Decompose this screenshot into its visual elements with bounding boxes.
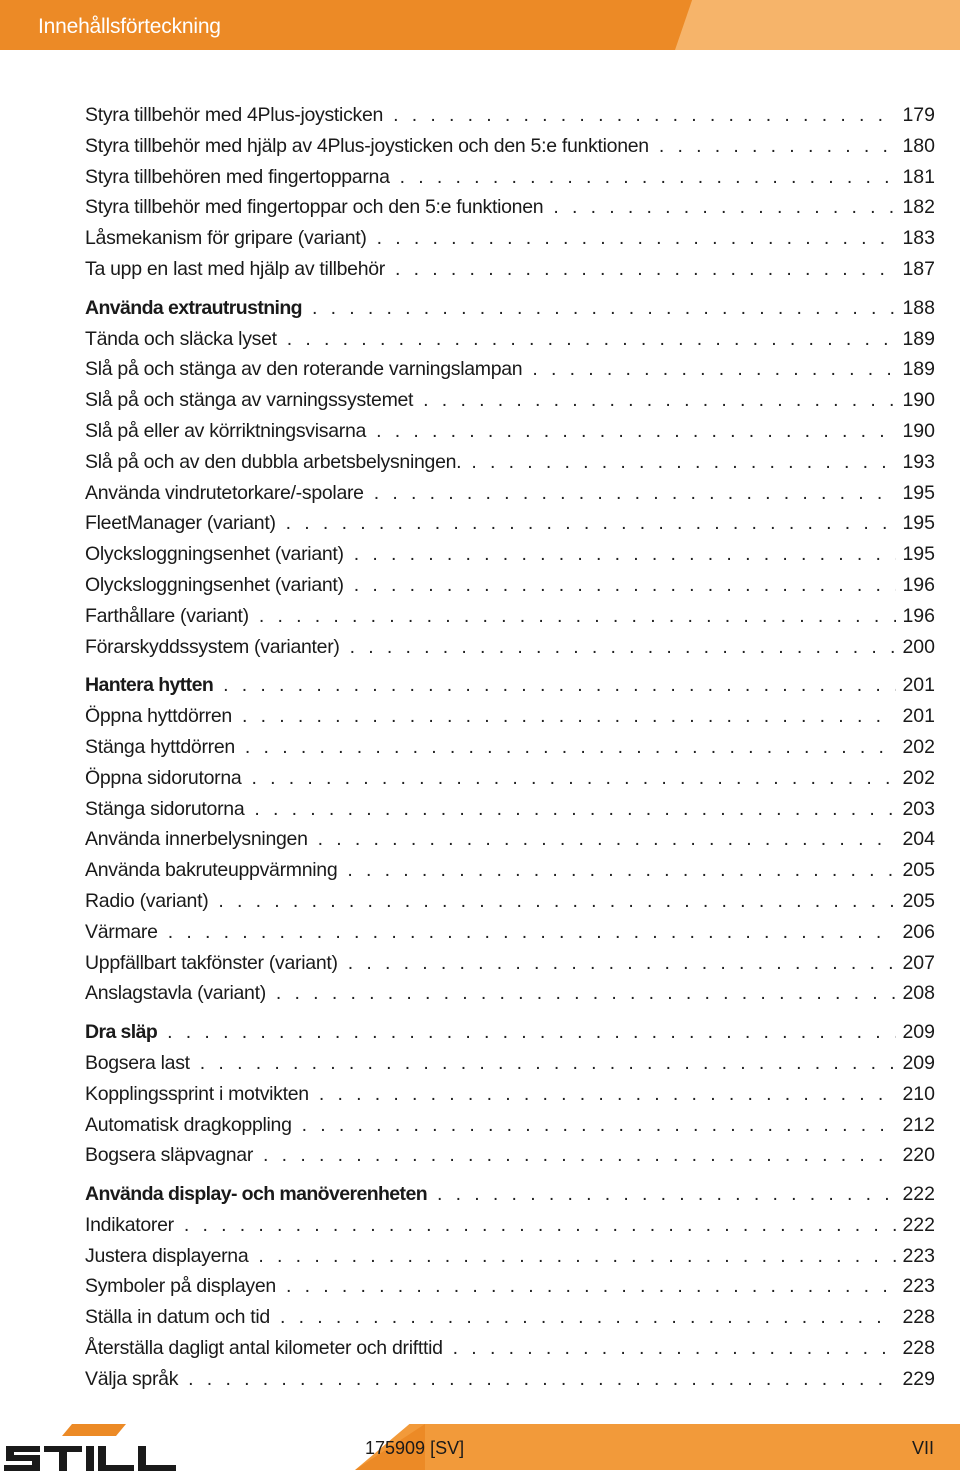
- dot-leader: [184, 1214, 897, 1237]
- toc-entry[interactable]: [85, 482, 935, 513]
- dot-leader: [532, 358, 896, 381]
- toc-entry[interactable]: [85, 921, 935, 952]
- section-gap: [85, 666, 935, 674]
- section-gap: [85, 1013, 935, 1021]
- toc-page-number: 206: [902, 920, 935, 943]
- still-logo: [2, 1422, 178, 1474]
- toc-page-number: 183: [902, 227, 935, 250]
- header-bar: [0, 0, 960, 50]
- dot-leader: [376, 420, 896, 443]
- toc-page-number: 223: [902, 1275, 935, 1298]
- toc-page-number: 220: [902, 1144, 935, 1167]
- toc-entry[interactable]: [85, 258, 935, 289]
- toc-entry-title: Dra släp: [85, 1021, 158, 1044]
- toc-page-number: 205: [902, 859, 935, 882]
- toc-page-number: 205: [902, 889, 935, 912]
- toc-entry-title: Använda bakruteuppvärmning: [85, 859, 338, 882]
- toc-section-heading[interactable]: [85, 674, 935, 705]
- dot-leader: [287, 328, 897, 351]
- toc-page-number: 202: [902, 735, 935, 758]
- toc-entry[interactable]: [85, 543, 935, 574]
- toc-entry-title: Slå på eller av körriktningsvisarna: [85, 419, 367, 442]
- toc-page-number: 188: [902, 296, 935, 319]
- dot-leader: [312, 297, 896, 320]
- dot-leader: [258, 1245, 896, 1268]
- dot-leader: [319, 1083, 897, 1106]
- dot-leader: [453, 1337, 897, 1360]
- toc-entry-title: Använda display- och manöverenheten: [85, 1183, 428, 1206]
- toc-entry-title: Tända och släcka lyset: [85, 327, 277, 350]
- dot-leader: [245, 736, 897, 759]
- toc-entry[interactable]: [85, 890, 935, 921]
- section-gap: [85, 1175, 935, 1183]
- toc-entry[interactable]: [85, 636, 935, 667]
- toc-page-number: 228: [902, 1337, 935, 1360]
- toc-entry-title: Olycksloggningsenhet (variant): [85, 573, 344, 596]
- toc-entry[interactable]: [85, 605, 935, 636]
- toc-entry-title: Symboler på displayen: [85, 1275, 276, 1298]
- toc-entry[interactable]: [85, 135, 935, 166]
- toc-page-number: 190: [902, 389, 935, 412]
- dot-leader: [377, 227, 897, 250]
- toc-page-number: 187: [902, 257, 935, 280]
- toc-entry-title: Öppna sidorutorna: [85, 766, 242, 789]
- document-code: 175909 [SV]: [365, 1438, 465, 1458]
- toc-entry-title: Radio (variant): [85, 889, 209, 912]
- toc-entry-title: Styra tillbehör med fingertoppar och den 5:e funktionen: [85, 196, 544, 219]
- dot-leader: [437, 1183, 896, 1206]
- toc-page-number: 201: [902, 705, 935, 728]
- toc-entry-title: Hantera hytten: [85, 674, 214, 697]
- toc-entry-title: Slå på och stänga av varningssystemet: [85, 389, 414, 412]
- dot-leader: [168, 921, 897, 944]
- toc-page-number: 200: [902, 635, 935, 658]
- toc-section-heading[interactable]: [85, 1183, 935, 1214]
- dot-leader: [223, 674, 896, 697]
- toc-section-heading[interactable]: [85, 1021, 935, 1052]
- dot-leader: [280, 1306, 896, 1329]
- toc-page-number: 202: [902, 766, 935, 789]
- toc-entry[interactable]: [85, 1144, 935, 1175]
- toc-entry[interactable]: [85, 166, 935, 197]
- dot-leader: [354, 543, 897, 566]
- toc-page-number: 210: [902, 1082, 935, 1105]
- toc-entry-title: Bogsera släpvagnar: [85, 1144, 254, 1167]
- dot-leader: [242, 705, 896, 728]
- dot-leader: [659, 135, 897, 158]
- toc-entry-title: Välja språk: [85, 1367, 179, 1390]
- toc-entry-title: Olycksloggningsenhet (variant): [85, 543, 344, 566]
- dot-leader: [263, 1144, 896, 1167]
- toc-page-number: 182: [902, 196, 935, 219]
- dot-leader: [400, 166, 897, 189]
- toc-page-number: 179: [902, 104, 935, 126]
- toc-page-number: 201: [902, 674, 935, 697]
- toc-entry[interactable]: [85, 512, 935, 543]
- toc-entry[interactable]: [85, 420, 935, 451]
- toc-entry-title: Stänga hyttdörren: [85, 735, 235, 758]
- toc-page-number: 193: [902, 450, 935, 473]
- toc-page-number: 189: [902, 358, 935, 381]
- toc-entry-title: Slå på och stänga av den roterande varningslampan: [85, 358, 523, 381]
- toc-entry[interactable]: [85, 767, 935, 798]
- dot-leader: [286, 1275, 896, 1298]
- toc-page-number: 195: [902, 543, 935, 566]
- toc-entry-title: Använda vindrutetorkare/-spolare: [85, 481, 364, 504]
- toc-entry-title: Värmare: [85, 920, 158, 943]
- toc-entry-title: Stänga sidorutorna: [85, 797, 245, 820]
- dot-leader: [374, 482, 897, 505]
- table-of-contents: [85, 104, 935, 1399]
- toc-entry-title: Öppna hyttdörren: [85, 705, 232, 728]
- toc-entry[interactable]: [85, 104, 935, 135]
- toc-entry[interactable]: [85, 328, 935, 359]
- dot-leader: [318, 828, 897, 851]
- toc-entry-title: Använda extrautrustning: [85, 296, 302, 319]
- dot-leader: [259, 605, 897, 628]
- toc-entry-title: Justera displayerna: [85, 1244, 249, 1267]
- toc-page-number: 209: [902, 1021, 935, 1044]
- dot-leader: [553, 196, 896, 219]
- toc-page-number: 223: [902, 1244, 935, 1267]
- toc-page-number: 195: [902, 481, 935, 504]
- footer: [0, 1422, 960, 1480]
- toc-page-number: 208: [902, 982, 935, 1005]
- toc-entry[interactable]: [85, 1275, 935, 1306]
- toc-entry[interactable]: [85, 1052, 935, 1083]
- toc-entry-title: Ställa in datum och tid: [85, 1306, 270, 1329]
- toc-entry[interactable]: [85, 451, 935, 482]
- dot-leader: [393, 104, 896, 127]
- page-number: VII: [911, 1438, 934, 1458]
- dot-leader: [254, 798, 896, 821]
- dot-leader: [276, 982, 897, 1005]
- toc-entry-title: Använda innerbelysningen: [85, 828, 308, 851]
- toc-entry-title: Slå på och av den dubbla arbetsbelysningen.: [85, 450, 462, 473]
- toc-entry[interactable]: [85, 798, 935, 829]
- toc-entry-title: Farthållare (variant): [85, 604, 249, 627]
- toc-section-heading[interactable]: [85, 297, 935, 328]
- toc-entry-title: Anslagstavla (variant): [85, 982, 266, 1005]
- dot-leader: [200, 1052, 897, 1075]
- toc-page-number: 203: [902, 797, 935, 820]
- toc-page-number: 181: [902, 165, 935, 188]
- toc-entry-title: Automatisk dragkoppling: [85, 1113, 292, 1136]
- dot-leader: [471, 451, 896, 474]
- toc-entry-title: Styra tillbehör med hjälp av 4Plus-joysticken och den 5:e funktionen: [85, 134, 649, 157]
- toc-entry-title: Styra tillbehör med 4Plus-joysticken: [85, 104, 384, 126]
- toc-page-number: 190: [902, 419, 935, 442]
- toc-entry[interactable]: [85, 1306, 935, 1337]
- toc-entry[interactable]: [85, 982, 935, 1013]
- dot-leader: [251, 767, 896, 790]
- toc-entry[interactable]: [85, 705, 935, 736]
- toc-entry[interactable]: [85, 196, 935, 227]
- toc-entry[interactable]: [85, 358, 935, 389]
- toc-entry-title: Uppfällbart takfönster (variant): [85, 951, 338, 974]
- toc-entry[interactable]: [85, 1214, 935, 1245]
- dot-leader: [347, 859, 896, 882]
- page-title: Innehållsförteckning: [38, 15, 221, 38]
- toc-entry[interactable]: [85, 227, 935, 258]
- toc-entry[interactable]: [85, 1083, 935, 1114]
- dot-leader: [350, 636, 897, 659]
- dot-leader: [395, 258, 896, 281]
- toc-page-number: 207: [902, 951, 935, 974]
- toc-page-number: 228: [902, 1306, 935, 1329]
- toc-entry[interactable]: [85, 1245, 935, 1276]
- toc-entry-title: Återställa dagligt antal kilometer och drifttid: [85, 1337, 443, 1360]
- toc-page-number: 222: [902, 1213, 935, 1236]
- header-band-light: [675, 0, 960, 50]
- toc-entry[interactable]: [85, 1368, 935, 1399]
- toc-page-number: 212: [902, 1113, 935, 1136]
- toc-entry-title: Indikatorer: [85, 1213, 174, 1236]
- dot-leader: [354, 574, 897, 597]
- toc-page-number: 222: [902, 1183, 935, 1206]
- dot-leader: [348, 952, 897, 975]
- toc-page-number: 195: [902, 512, 935, 535]
- toc-page-number: 209: [902, 1051, 935, 1074]
- toc-entry-title: Kopplingssprint i motvikten: [85, 1082, 309, 1105]
- toc-page-number: 189: [902, 327, 935, 350]
- dot-leader: [167, 1021, 896, 1044]
- toc-entry-title: FleetManager (variant): [85, 512, 276, 535]
- toc-entry-title: Styra tillbehören med fingertopparna: [85, 165, 390, 188]
- section-gap: [85, 289, 935, 297]
- toc-entry-title: Bogsera last: [85, 1051, 190, 1074]
- toc-page-number: 196: [902, 573, 935, 596]
- toc-page-number: 204: [902, 828, 935, 851]
- toc-entry-title: Låsmekanism för gripare (variant): [85, 227, 367, 250]
- toc-page-number: 180: [902, 134, 935, 157]
- toc-entry[interactable]: [85, 1337, 935, 1368]
- dot-leader: [286, 512, 897, 535]
- toc-entry-title: Förarskyddssystem (varianter): [85, 635, 340, 658]
- toc-entry[interactable]: [85, 574, 935, 605]
- dot-leader: [302, 1114, 897, 1137]
- toc-entry-title: Ta upp en last med hjälp av tillbehör: [85, 257, 386, 280]
- dot-leader: [218, 890, 896, 913]
- toc-entry[interactable]: [85, 828, 935, 859]
- dot-leader: [188, 1368, 896, 1391]
- toc-page-number: 196: [902, 604, 935, 627]
- toc-page-number: 229: [902, 1367, 935, 1390]
- toc-entry[interactable]: [85, 389, 935, 420]
- toc-entry[interactable]: [85, 1114, 935, 1145]
- toc-entry[interactable]: [85, 952, 935, 983]
- dot-leader: [423, 389, 896, 412]
- toc-entry[interactable]: [85, 736, 935, 767]
- toc-entry[interactable]: [85, 859, 935, 890]
